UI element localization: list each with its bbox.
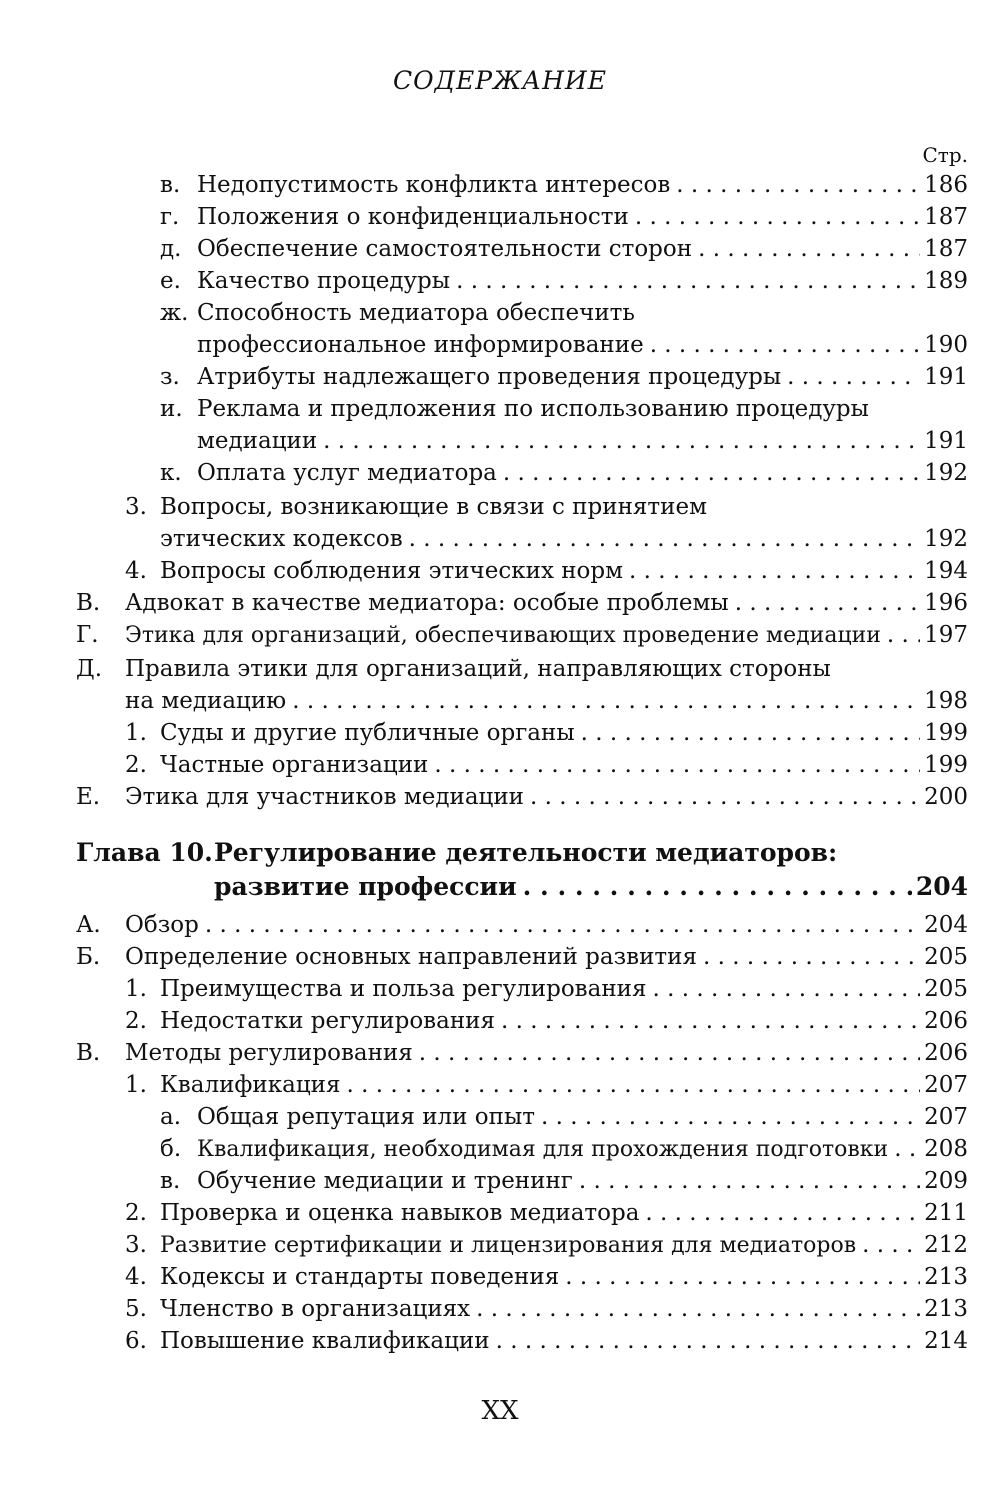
leader-dots [456, 268, 920, 294]
leader-dots [698, 236, 920, 262]
leader-dots [653, 976, 921, 1002]
toc-entry-number: А. [76, 912, 101, 938]
toc-entry-number: в. [160, 1168, 181, 1194]
toc-entry [76, 912, 968, 944]
toc-entry-page: 199 [924, 720, 968, 746]
leader-dots [887, 622, 920, 648]
toc-entry [76, 1040, 968, 1072]
toc-entry [125, 688, 968, 720]
toc-entry-first-line [160, 396, 869, 428]
chapter-number: Глава 10. [76, 838, 213, 867]
toc-entry-page: 194 [924, 558, 968, 584]
toc-entry-title: Недопустимость конфликта интересов [197, 172, 671, 198]
leader-dots [579, 1168, 920, 1194]
toc-entry-title-cont: профессиональное информирование [197, 332, 644, 358]
toc-entry-title: Проверка и оценка навыков медиатора [160, 1200, 640, 1226]
toc-entry [160, 526, 968, 558]
toc-entry [125, 1296, 968, 1328]
toc-entry-title-cont: этических кодексов [160, 526, 403, 552]
toc-entry-title: Атрибуты надлежащего проведения процедуры [197, 364, 782, 390]
toc-entry [76, 622, 968, 654]
toc-entry-first-line [125, 494, 707, 526]
toc-entry-page: 187 [924, 204, 968, 230]
toc-entry [160, 1136, 968, 1168]
toc-entry [76, 784, 968, 816]
toc-entry [160, 364, 968, 396]
toc-entry-number: 6. [125, 1328, 147, 1354]
toc-entry-number: б. [160, 1136, 182, 1162]
leader-dots [434, 752, 920, 778]
toc-entry-page: 187 [924, 236, 968, 262]
leader-dots [409, 526, 920, 552]
page-number: XX [481, 1396, 519, 1426]
toc-entry-title: Вопросы соблюдения этических норм [160, 558, 624, 584]
toc-entry [76, 590, 968, 622]
toc-entry-page: 206 [924, 1008, 968, 1034]
toc-entry-number: и. [160, 396, 183, 422]
chapter-heading [76, 838, 837, 870]
leader-dots [581, 720, 920, 746]
toc-entry-title-cont: медиации [197, 428, 318, 454]
toc-entry-page: 205 [924, 976, 968, 1002]
toc-entry-page: 190 [924, 332, 968, 358]
toc-entry-number: В. [76, 590, 101, 616]
page-column-label: Стр. [922, 143, 968, 167]
toc-entry-page: 204 [924, 912, 968, 938]
toc-entry-title: Реклама и предложения по использованию процедуры [197, 396, 869, 422]
toc-entry [125, 1264, 968, 1296]
toc-entry [125, 558, 968, 590]
toc-entry-number: 1. [125, 976, 147, 1002]
toc-entry-title: Методы регулирования [125, 1040, 413, 1066]
leader-dots [735, 590, 920, 616]
toc-entry-page: 198 [924, 688, 968, 714]
toc-entry [76, 944, 968, 976]
toc-entry-title: Этика для организаций, обеспечивающих проведение медиации [125, 623, 881, 648]
toc-entry-title: Вопросы, возникающие в связи с принятием [160, 494, 707, 520]
leader-dots [530, 784, 920, 810]
toc-entry-title: Качество процедуры [197, 268, 451, 294]
toc-entry-title: Преимущества и польза регулирования [160, 976, 647, 1002]
toc-entry-title: Повышение квалификации [160, 1328, 490, 1354]
chapter-page: 204 [915, 872, 968, 901]
toc-entry-page: 206 [924, 1040, 968, 1066]
leader-dots [787, 364, 920, 390]
toc-entry-number: ж. [160, 300, 189, 326]
toc-entry-number: в. [160, 172, 181, 198]
leader-dots [650, 332, 920, 358]
toc-entry-number: В. [76, 1040, 101, 1066]
leader-dots [523, 872, 912, 901]
toc-entry-number: 4. [125, 558, 147, 584]
toc-entry [125, 1232, 968, 1264]
toc-entry-title: Суды и другие публичные органы [160, 720, 575, 746]
toc-entry-page: 196 [924, 590, 968, 616]
toc-entry-title: Этика для участников медиации [125, 784, 524, 810]
leader-dots [629, 558, 920, 584]
toc-entry-number: 2. [125, 1008, 147, 1034]
toc-entry [160, 1168, 968, 1200]
toc-entry-page: 209 [924, 1168, 968, 1194]
chapter-entry [214, 872, 968, 904]
toc-entry-page: 192 [924, 526, 968, 552]
toc-entry-page: 199 [924, 752, 968, 778]
toc-entry [160, 172, 968, 204]
toc-entry-page: 191 [924, 364, 968, 390]
toc-entry-number: 1. [125, 720, 147, 746]
toc-entry [125, 1008, 968, 1040]
leader-dots [476, 1296, 920, 1322]
toc-entry-page: 205 [924, 944, 968, 970]
toc-entry [125, 1072, 968, 1104]
toc-entry [125, 1200, 968, 1232]
toc-entry-title: Квалификация, необходимая для прохождения подготовки [197, 1137, 889, 1162]
toc-entry [125, 752, 968, 784]
leader-dots [292, 688, 920, 714]
leader-dots [501, 1008, 920, 1034]
toc-entry-page: 207 [924, 1072, 968, 1098]
leader-dots [503, 460, 920, 486]
toc-entry [160, 268, 968, 300]
toc-entry-number: е. [160, 268, 181, 294]
toc-entry-title: Недостатки регулирования [160, 1008, 495, 1034]
leader-dots [565, 1264, 920, 1290]
leader-dots [703, 944, 920, 970]
leader-dots [541, 1104, 920, 1130]
toc-entry [160, 204, 968, 236]
toc-entry-page: 214 [924, 1328, 968, 1354]
leader-dots [635, 204, 920, 230]
leader-dots [894, 1136, 920, 1162]
running-header: СОДЕРЖАНИЕ [393, 66, 607, 95]
toc-entry-number: 2. [125, 1200, 147, 1226]
toc-entry-title: Обеспечение самостоятельности сторон [197, 236, 693, 262]
toc-entry-page: 213 [924, 1264, 968, 1290]
toc-entry-number: а. [160, 1104, 182, 1130]
toc-entry-page: 192 [924, 460, 968, 486]
toc-entry-number: 3. [125, 1232, 147, 1258]
toc-entry-number: Г. [76, 622, 99, 648]
leader-dots [323, 428, 920, 454]
toc-entry-title: Положения о конфиденциальности [197, 204, 629, 230]
toc-entry [160, 236, 968, 268]
toc-entry-title: Обучение медиации и тренинг [197, 1168, 573, 1194]
toc-entry-title: Способность медиатора обеспечить [197, 300, 635, 326]
toc-entry [197, 428, 968, 460]
toc-entry-number: Б. [76, 944, 101, 970]
toc-entry-number: Е. [76, 784, 101, 810]
toc-entry-page: 211 [924, 1200, 968, 1226]
leader-dots [862, 1232, 920, 1258]
toc-entry-number: з. [160, 364, 180, 390]
leader-dots [205, 912, 920, 938]
toc-entry-page: 207 [924, 1104, 968, 1130]
toc-entry-title-cont: на медиацию [125, 688, 287, 714]
toc-entry-title: Оплата услуг медиатора [197, 460, 497, 486]
toc-entry-title: Кодексы и стандарты поведения [160, 1264, 560, 1290]
toc-entry-page: 197 [924, 622, 968, 648]
toc-entry [160, 1104, 968, 1136]
toc-entry [125, 976, 968, 1008]
toc-entry-page: 186 [924, 172, 968, 198]
toc-entry [197, 332, 968, 364]
toc-entry-number: 2. [125, 752, 147, 778]
toc-entry-number: 5. [125, 1296, 147, 1322]
toc-entry-number: д. [160, 236, 182, 262]
toc-entry-page: 191 [924, 428, 968, 454]
toc-entry-first-line [160, 300, 635, 332]
toc-entry-title: Адвокат в качестве медиатора: особые проблемы [125, 590, 729, 616]
toc-entry [160, 460, 968, 492]
chapter-title-cont: развитие профессии [214, 872, 517, 901]
toc-entry-title: Обзор [125, 912, 199, 938]
toc-entry-number: 1. [125, 1072, 147, 1098]
toc-entry-page: 213 [924, 1296, 968, 1322]
toc-entry-title: Определение основных направлений развития [125, 944, 697, 970]
toc-entry-number: к. [160, 460, 182, 486]
toc-entry-title: Частные организации [160, 752, 429, 778]
toc-entry [125, 1328, 968, 1360]
toc-entry-title: Общая репутация или опыт [197, 1104, 535, 1130]
toc-entry-title: Правила этики для организаций, направляющих стороны [125, 656, 831, 682]
toc-entry [125, 720, 968, 752]
toc-entry-title: Квалификация [160, 1072, 341, 1098]
toc-entry-page: 212 [924, 1232, 968, 1258]
leader-dots [496, 1328, 921, 1354]
leader-dots [346, 1072, 920, 1098]
toc-entry-page: 200 [924, 784, 968, 810]
leader-dots [676, 172, 920, 198]
toc-entry-number: 3. [125, 494, 147, 520]
toc-entry-title: Членство в организациях [160, 1296, 471, 1322]
toc-entry-number: Д. [76, 656, 103, 682]
toc-entry-page: 208 [924, 1136, 968, 1162]
toc-entry-title: Развитие сертификации и лицензирования для медиаторов [160, 1233, 857, 1258]
toc-entry-first-line [76, 656, 831, 688]
toc-entry-number: г. [160, 204, 180, 230]
toc-entry-number: 4. [125, 1264, 147, 1290]
leader-dots [419, 1040, 920, 1066]
toc-entry-page: 189 [924, 268, 968, 294]
leader-dots [645, 1200, 920, 1226]
chapter-title: Регулирование деятельности медиаторов: [214, 838, 838, 867]
